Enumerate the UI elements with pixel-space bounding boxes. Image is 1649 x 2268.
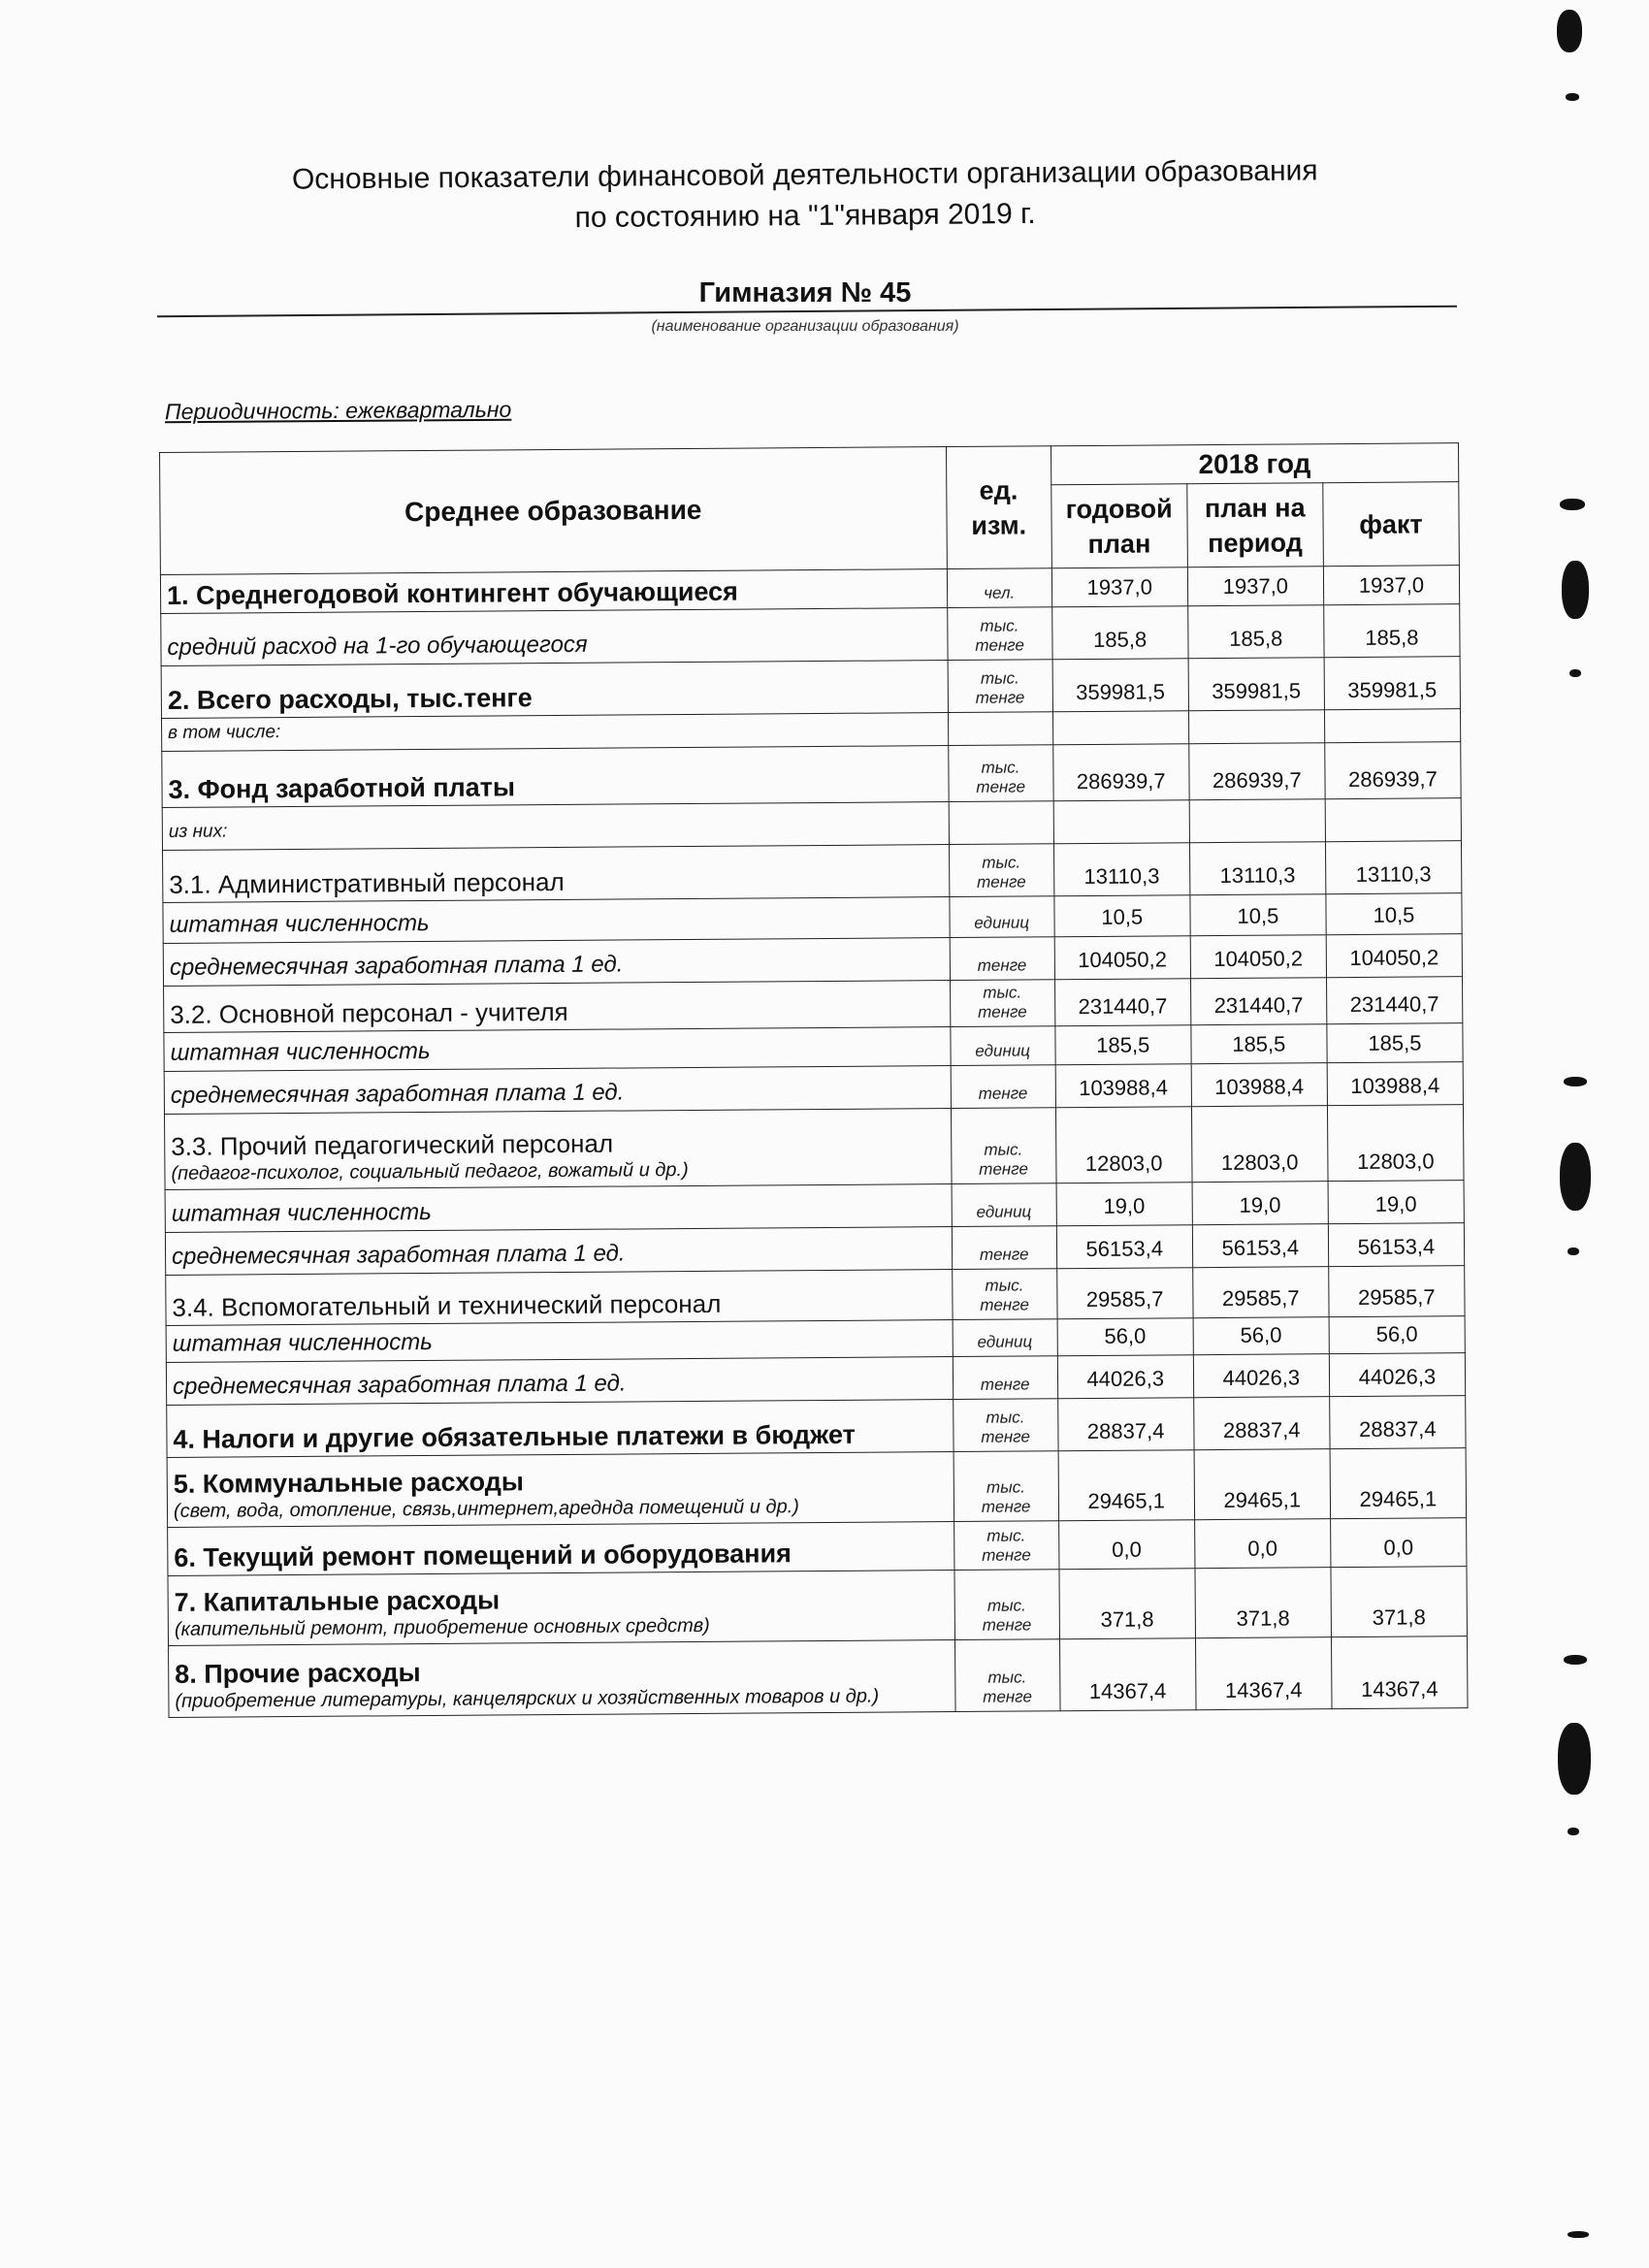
period-plan-value: 286939,7 xyxy=(1188,743,1325,800)
period-plan-value: 19,0 xyxy=(1192,1182,1328,1225)
annual-plan-value: 185,8 xyxy=(1051,606,1187,660)
period-plan-value: 371,8 xyxy=(1195,1568,1332,1638)
row-note: (капительный ремонт, приобретение основных средств) xyxy=(174,1614,710,1640)
row-unit: чел. xyxy=(947,568,1051,608)
fact-value: 286939,7 xyxy=(1325,742,1462,799)
fact-value: 1937,0 xyxy=(1323,566,1459,605)
row-unit: тенге xyxy=(952,1226,1056,1270)
annual-plan-value: 231440,7 xyxy=(1054,979,1190,1026)
table-body xyxy=(160,566,1468,1718)
period-plan-value: 14367,4 xyxy=(1195,1637,1332,1710)
annual-plan-value: 13110,3 xyxy=(1053,843,1189,896)
organization-caption: (наименование организации образования) xyxy=(651,318,959,335)
period-plan-value: 103988,4 xyxy=(1191,1063,1327,1107)
annual-plan-value: 103988,4 xyxy=(1055,1064,1191,1108)
row-label: 3.1. Административный персонал xyxy=(169,866,565,899)
scan-mark xyxy=(1560,1143,1591,1211)
annual-plan-value: 359981,5 xyxy=(1052,659,1188,712)
row-name xyxy=(167,1400,954,1458)
row-unit: единиц xyxy=(949,896,1053,938)
row-unit: тыс. тенге xyxy=(953,1399,1057,1452)
period-plan-value: 12803,0 xyxy=(1191,1106,1328,1183)
period-plan-value: 1937,0 xyxy=(1187,567,1323,606)
row-name xyxy=(166,1320,953,1363)
row-unit: тыс. тенге xyxy=(950,980,1054,1027)
period-plan-value xyxy=(1189,799,1325,843)
row-label: 1. Среднегодовой контингент обучающиеся xyxy=(166,576,738,610)
row-label: 7. Капитальные расходы xyxy=(174,1585,501,1617)
annual-plan-value: 185,5 xyxy=(1055,1025,1191,1065)
annual-plan-value: 19,0 xyxy=(1056,1183,1192,1226)
annual-plan-value: 371,8 xyxy=(1059,1569,1196,1639)
row-label: 5. Коммунальные расходы xyxy=(173,1467,524,1499)
row-name xyxy=(163,845,950,903)
row-note: (свет, вода, отопление, связь,интернет,ареднда помещений и др.) xyxy=(173,1496,799,1522)
row-label: 3.3. Прочий педагогический персонал xyxy=(171,1128,614,1161)
period-plan-value: 28837,4 xyxy=(1193,1397,1329,1450)
financial-indicators-table xyxy=(159,442,1469,1718)
annual-plan-value: 286939,7 xyxy=(1052,744,1189,801)
table-row xyxy=(169,1636,1469,1718)
annual-plan-value: 56,0 xyxy=(1057,1318,1193,1356)
row-name xyxy=(163,897,950,944)
fact-value: 371,8 xyxy=(1331,1567,1468,1637)
table-row xyxy=(167,1448,1466,1528)
row-unit: тенге xyxy=(950,937,1054,981)
table-row xyxy=(161,657,1460,719)
row-label: 3. Фонд заработной платы xyxy=(168,772,516,804)
row-name xyxy=(165,1227,952,1276)
fact-value: 14367,4 xyxy=(1331,1636,1468,1709)
scan-mark xyxy=(1557,10,1582,52)
periodicity-label: Периодичность: ежеквартально xyxy=(164,396,512,425)
table-row xyxy=(165,1105,1465,1190)
row-unit: тенге xyxy=(951,1065,1055,1109)
row-unit: тыс. тенге xyxy=(949,844,1053,897)
period-plan-value: 29585,7 xyxy=(1192,1267,1328,1318)
fact-value: 10,5 xyxy=(1326,893,1462,935)
row-name xyxy=(164,981,951,1033)
row-unit: тыс. тенге xyxy=(951,1108,1056,1184)
row-unit: единиц xyxy=(950,1026,1054,1066)
fact-value: 0,0 xyxy=(1330,1518,1467,1568)
fact-value: 28837,4 xyxy=(1330,1396,1467,1449)
annual-plan-value: 1937,0 xyxy=(1051,567,1187,607)
row-label: средний расход на 1-го обучающегося xyxy=(167,631,588,661)
scan-mark xyxy=(1560,499,1585,510)
period-plan-value: 359981,5 xyxy=(1188,658,1324,711)
row-name xyxy=(166,1270,953,1326)
period-plan-value: 56,0 xyxy=(1193,1317,1329,1355)
period-plan-value xyxy=(1188,710,1324,744)
row-unit: тыс. тенге xyxy=(954,1521,1058,1571)
period-plan-value: 185,8 xyxy=(1187,605,1323,659)
row-label: 6. Текущий ремонт помещений и оборудования xyxy=(174,1539,792,1572)
fact-value: 185,5 xyxy=(1327,1023,1463,1063)
scan-mark xyxy=(1568,1247,1579,1255)
row-label: штатная численность xyxy=(170,1037,431,1066)
header-fact: факт xyxy=(1323,482,1460,567)
row-name xyxy=(161,608,948,666)
row-label: в том числе: xyxy=(168,722,281,743)
row-note: (педагог-психолог, социальный педагог, вожатый и др.) xyxy=(171,1159,689,1184)
row-name xyxy=(167,1452,954,1528)
table-row xyxy=(162,742,1461,808)
fact-value: 29585,7 xyxy=(1329,1266,1466,1317)
header-unit: ед. изм. xyxy=(946,446,1051,569)
scan-mark xyxy=(1568,2231,1589,2238)
row-name xyxy=(162,802,949,851)
title-line-1: Основные показатели финансовой деятельности организации образования xyxy=(291,154,1318,196)
row-name xyxy=(164,1066,951,1115)
annual-plan-value: 28837,4 xyxy=(1057,1398,1193,1451)
organization-name: Гимназия № 45 xyxy=(698,277,912,308)
row-name xyxy=(160,569,947,614)
row-label: штатная численность xyxy=(172,1328,433,1357)
row-label: 4. Налоги и другие обязательные платежи в бюджет xyxy=(173,1419,856,1454)
table-row xyxy=(161,604,1460,666)
row-label: 2. Всего расходы, тыс.тенге xyxy=(167,683,533,715)
annual-plan-value: 104050,2 xyxy=(1054,936,1190,980)
row-name xyxy=(165,1109,952,1190)
fact-value xyxy=(1325,798,1461,842)
row-unit: тыс. тенге xyxy=(954,1570,1060,1640)
row-unit xyxy=(948,712,1052,746)
row-label: штатная численность xyxy=(169,909,430,938)
row-label: из них: xyxy=(168,821,228,842)
row-label: среднемесячная заработная плата 1 ед. xyxy=(169,951,624,981)
row-unit: тыс. тенге xyxy=(954,1451,1059,1522)
header-year: 2018 год xyxy=(1051,443,1459,485)
row-unit: тыс. тенге xyxy=(948,660,1052,713)
row-unit xyxy=(949,801,1053,845)
fact-value: 185,8 xyxy=(1324,604,1461,658)
row-label: штатная численность xyxy=(171,1198,432,1227)
annual-plan-value: 29465,1 xyxy=(1058,1450,1195,1521)
row-unit: единиц xyxy=(953,1319,1057,1357)
fact-value: 103988,4 xyxy=(1327,1062,1463,1106)
scan-mark xyxy=(1568,1828,1579,1835)
period-plan-value: 104050,2 xyxy=(1190,935,1326,979)
fact-value: 13110,3 xyxy=(1325,841,1462,894)
fact-value: 29465,1 xyxy=(1330,1448,1467,1519)
row-name xyxy=(164,1027,951,1072)
row-unit: тенге xyxy=(953,1356,1057,1400)
row-name xyxy=(163,938,950,987)
document-title xyxy=(194,150,1417,243)
fact-value xyxy=(1324,709,1460,743)
financial-table-wrap xyxy=(159,442,1469,1718)
scan-mark xyxy=(1569,669,1581,677)
row-label: среднемесячная заработная плата 1 ед. xyxy=(172,1370,627,1400)
row-unit: единиц xyxy=(952,1183,1056,1227)
row-unit: тыс. тенге xyxy=(952,1269,1056,1320)
period-plan-value: 0,0 xyxy=(1194,1519,1330,1569)
row-label: среднемесячная заработная плата 1 ед. xyxy=(171,1240,626,1270)
row-name xyxy=(161,661,948,719)
title-line-2: по состоянию на "1"января 2019 г. xyxy=(574,197,1036,235)
row-name xyxy=(168,1522,954,1576)
row-label: 8. Прочие расходы xyxy=(175,1658,421,1689)
annual-plan-value xyxy=(1053,800,1189,844)
fact-value: 359981,5 xyxy=(1324,657,1461,710)
annual-plan-value xyxy=(1052,711,1188,745)
period-plan-value: 56153,4 xyxy=(1192,1224,1328,1268)
period-plan-value: 29465,1 xyxy=(1194,1449,1331,1520)
table-row xyxy=(168,1567,1467,1646)
annual-plan-value: 0,0 xyxy=(1058,1520,1194,1570)
fact-value: 104050,2 xyxy=(1326,934,1462,978)
annual-plan-value: 10,5 xyxy=(1054,895,1190,937)
scan-mark xyxy=(1564,1655,1587,1665)
fact-value: 19,0 xyxy=(1328,1181,1464,1224)
row-label: 3.4. Вспомогательный и технический персонал xyxy=(172,1288,722,1322)
table-header xyxy=(160,443,1460,575)
row-name xyxy=(169,1640,955,1718)
table-row xyxy=(163,841,1462,903)
fact-value: 12803,0 xyxy=(1327,1105,1464,1182)
row-name xyxy=(162,746,949,808)
annual-plan-value: 56153,4 xyxy=(1056,1225,1192,1269)
row-name xyxy=(166,1357,953,1406)
scan-mark xyxy=(1564,1077,1587,1086)
period-plan-value: 10,5 xyxy=(1190,894,1326,936)
row-note: (приобретение литературы, канцелярских и хозяйственных товаров и др.) xyxy=(175,1685,880,1712)
fact-value: 56153,4 xyxy=(1328,1223,1464,1267)
period-plan-value: 185,5 xyxy=(1191,1024,1327,1064)
scan-mark xyxy=(1558,1723,1591,1795)
row-label: среднемесячная заработная плата 1 ед. xyxy=(170,1079,625,1109)
header-name: Среднее образование xyxy=(160,447,947,575)
scan-mark xyxy=(1566,93,1579,101)
header-period-plan: план на период xyxy=(1187,483,1324,567)
scan-mark xyxy=(1562,561,1589,619)
row-name xyxy=(165,1184,952,1233)
period-plan-value: 44026,3 xyxy=(1193,1354,1329,1398)
annual-plan-value: 12803,0 xyxy=(1055,1107,1192,1183)
row-name xyxy=(168,1571,954,1646)
row-unit: тыс. тенге xyxy=(947,607,1051,661)
annual-plan-value: 29585,7 xyxy=(1056,1268,1192,1319)
fact-value: 44026,3 xyxy=(1329,1353,1465,1397)
row-unit: тыс. тенге xyxy=(954,1639,1060,1712)
period-plan-value: 231440,7 xyxy=(1190,978,1326,1025)
row-unit: тыс. тенге xyxy=(948,745,1053,802)
period-plan-value: 13110,3 xyxy=(1189,842,1325,895)
table-row xyxy=(167,1396,1466,1458)
annual-plan-value: 14367,4 xyxy=(1059,1638,1196,1711)
annual-plan-value: 44026,3 xyxy=(1057,1355,1193,1399)
header-annual-plan: годовой план xyxy=(1051,484,1187,568)
row-label: 3.2. Основной персонал - учителя xyxy=(170,996,568,1029)
fact-value: 56,0 xyxy=(1329,1316,1465,1354)
fact-value: 231440,7 xyxy=(1326,977,1462,1024)
